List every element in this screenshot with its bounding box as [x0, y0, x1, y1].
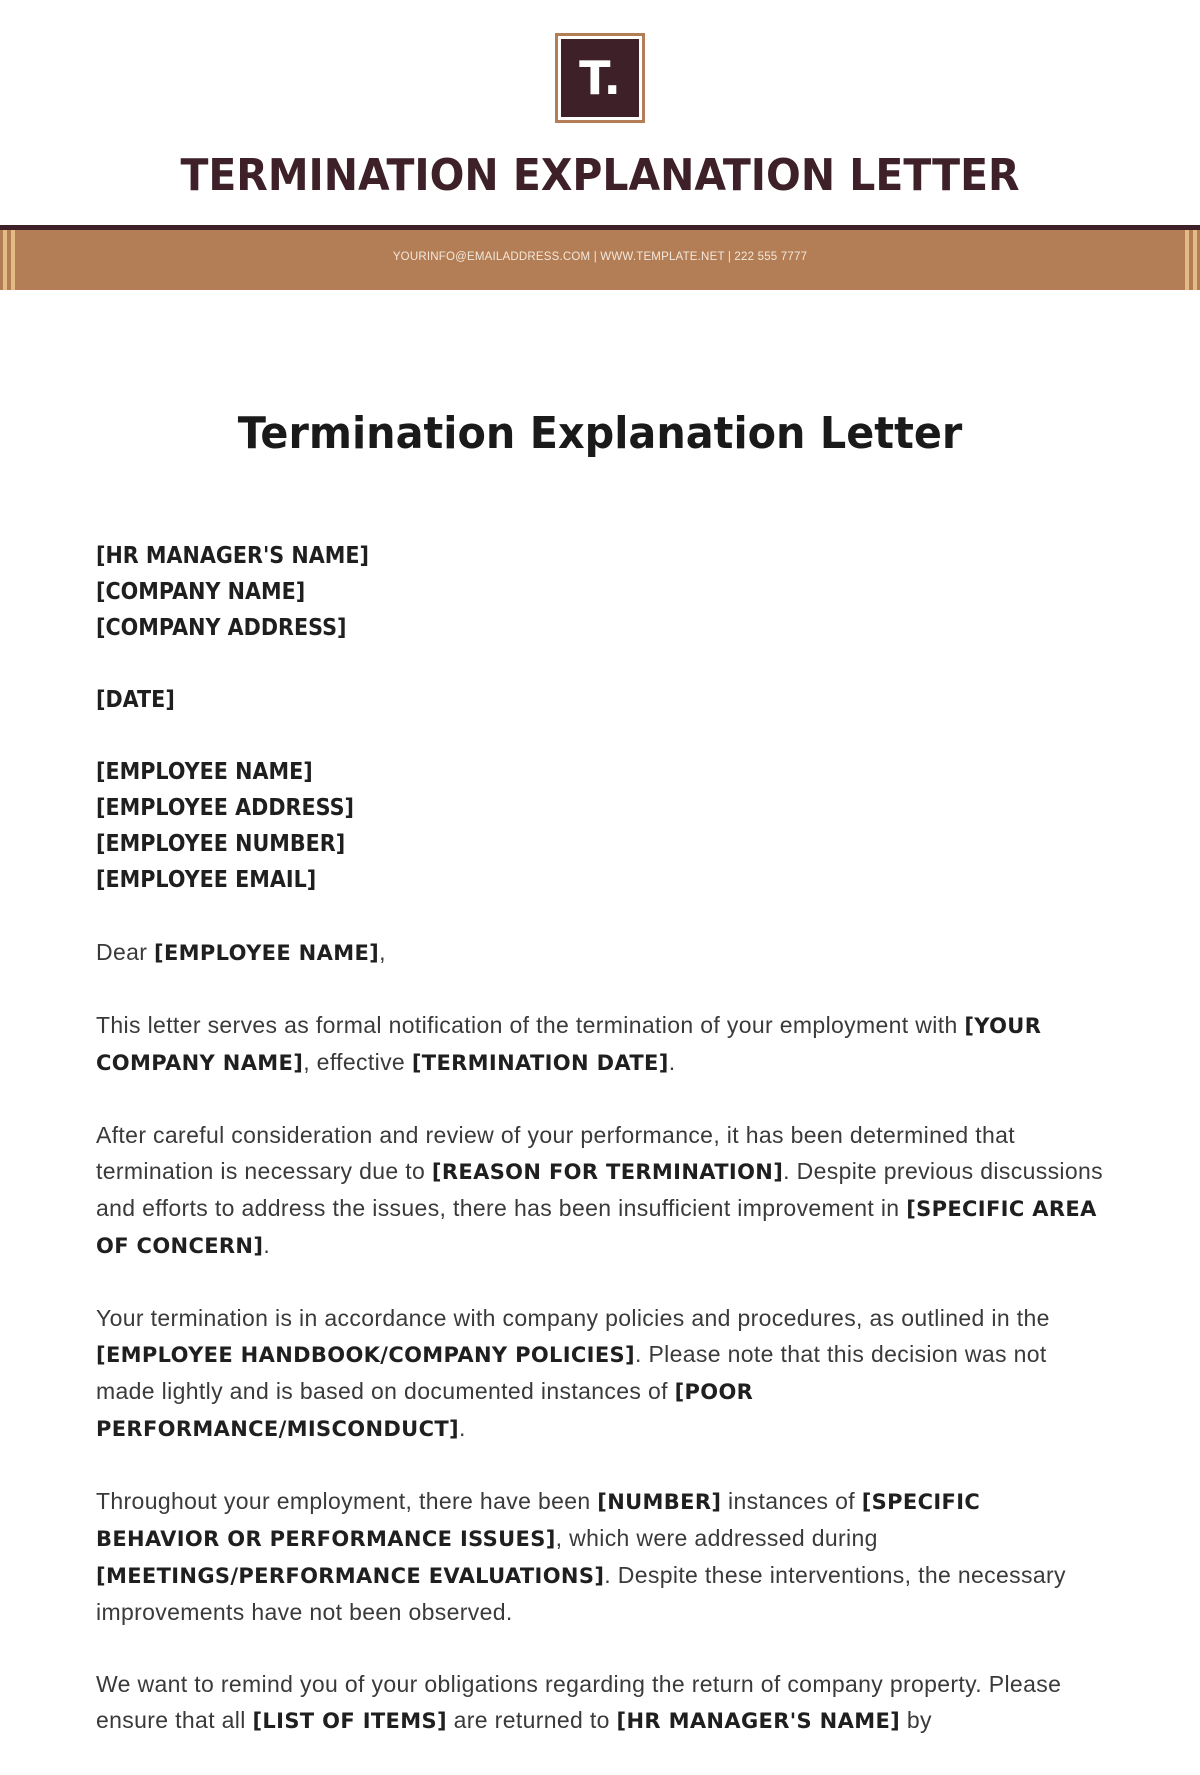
recipient-number: [EMPLOYEE NUMBER] [96, 831, 346, 858]
letterhead [0, 0, 1200, 290]
recipient-name: [EMPLOYEE NAME] [96, 759, 313, 786]
date-block [96, 682, 1104, 718]
contact-info: YOURINFO@EMAILADDRESS.COM | WWW.TEMPLATE.NET | 222 555 7777 [392, 251, 808, 263]
band-stripe [3, 230, 7, 290]
band-stripe [11, 230, 15, 290]
recipient-address: [EMPLOYEE ADDRESS] [96, 795, 354, 822]
sender-address: [COMPANY ADDRESS] [96, 615, 347, 642]
recipient-block [96, 754, 1104, 898]
paragraph-history: Throughout your employment, there have been [NUMBER] instances of [SPECIFIC BEHAVIOR OR PERFORMANCE ISSUES], which were addressed during [MEETINGS/PERFORMANCE EVALUATIONS]. Despite these interventions, the necessary improvements have not been observed. [96, 1488, 1066, 1626]
sender-name: [HR MANAGER'S NAME] [96, 543, 369, 570]
band-stripe [1193, 230, 1197, 290]
letterhead-title: TERMINATION EXPLANATION LETTER [180, 150, 1020, 201]
salutation: Dear [EMPLOYEE NAME], [96, 939, 386, 966]
letter-body [96, 410, 1104, 1775]
paragraph-reason: After careful consideration and review of your performance, it has been determined that termination is necessary due to [REASON FOR TERMINATION]. Despite previous discussions and efforts to address the issues, there has been insufficient improvement in [SPECIFIC AREA OF CONCERN]. [96, 1122, 1104, 1259]
paragraph-policy: Your termination is in accordance with company policies and procedures, as outlined in the [EMPLOYEE HANDBOOK/COMPANY POLICIES]. Please note that this decision was not made lightly and is based on documented instances of [POOR PERFORMANCE/MISCONDUCT]. [96, 1305, 1050, 1442]
band-stripe [1185, 230, 1189, 290]
company-logo [555, 33, 645, 123]
document-title: Termination Explanation Letter [237, 408, 963, 459]
paragraph-notification: This letter serves as formal notification of the termination of your employment with [YOUR COMPANY NAME], effective [TERMINATION DATE]. [96, 1012, 1042, 1076]
logo-mark [561, 39, 639, 117]
letter-date: [DATE] [96, 687, 175, 714]
logo-letter: T. [579, 51, 621, 105]
contact-band [0, 230, 1200, 290]
sender-company: [COMPANY NAME] [96, 579, 306, 606]
paragraph-property: We want to remind you of your obligations regarding the return of company property. Please ensure that all [LIST OF ITEMS] are returned to [HR MANAGER'S NAME] by [96, 1671, 1062, 1734]
sender-block [96, 538, 1104, 646]
recipient-email: [EMPLOYEE EMAIL] [96, 867, 317, 894]
